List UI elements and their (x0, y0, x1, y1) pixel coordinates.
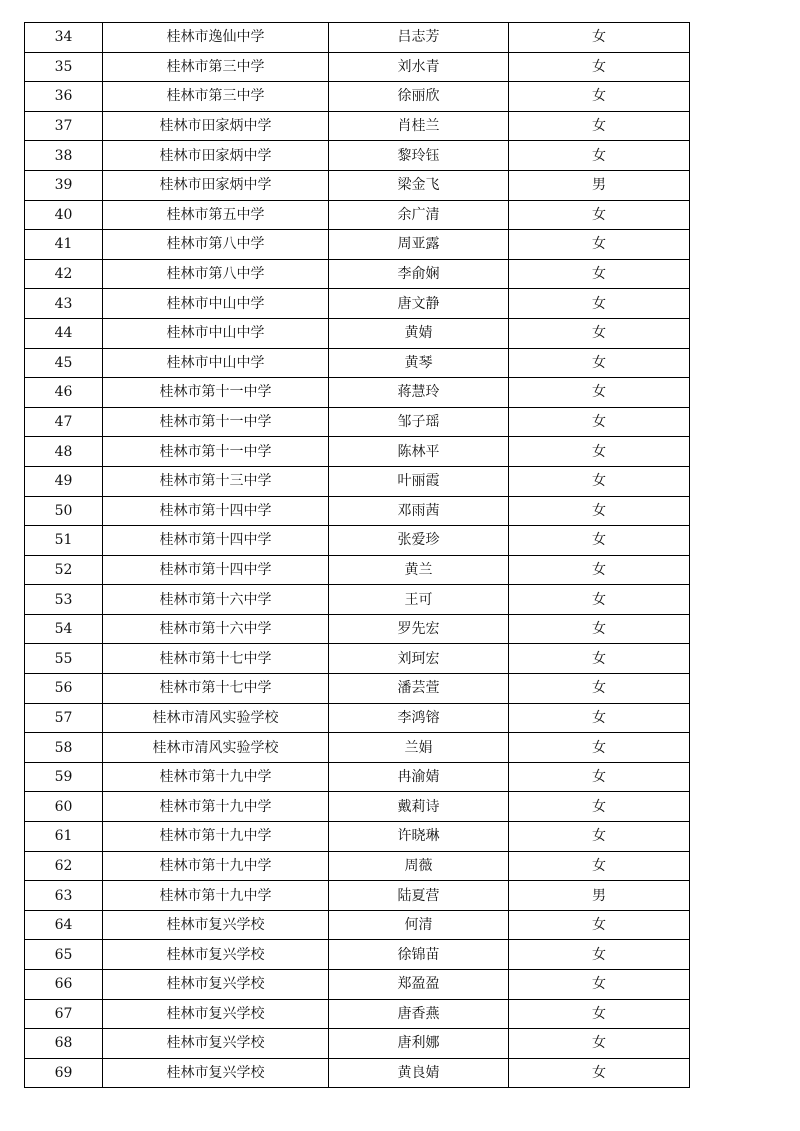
name-cell: 邓雨茜 (329, 496, 509, 526)
school-cell: 桂林市第十四中学 (103, 496, 329, 526)
school-cell: 桂林市第十七中学 (103, 674, 329, 704)
gender-cell: 女 (509, 940, 690, 970)
gender-cell: 女 (509, 407, 690, 437)
table-row (25, 230, 690, 260)
gender-cell: 女 (509, 733, 690, 763)
gender-cell: 女 (509, 555, 690, 585)
row-number-cell: 62 (25, 851, 103, 881)
name-cell: 郑盈盈 (329, 970, 509, 1000)
name-cell: 黄良婧 (329, 1058, 509, 1088)
row-number-cell: 41 (25, 230, 103, 260)
school-cell: 桂林市中山中学 (103, 348, 329, 378)
row-number-cell: 46 (25, 378, 103, 408)
row-number-cell: 65 (25, 940, 103, 970)
name-cell: 蒋慧玲 (329, 378, 509, 408)
school-cell: 桂林市复兴学校 (103, 940, 329, 970)
name-cell: 吕志芳 (329, 23, 509, 53)
school-cell: 桂林市复兴学校 (103, 999, 329, 1029)
gender-cell: 女 (509, 822, 690, 852)
gender-cell: 女 (509, 230, 690, 260)
row-number-cell: 54 (25, 614, 103, 644)
gender-cell: 女 (509, 851, 690, 881)
row-number-cell: 67 (25, 999, 103, 1029)
table-row (25, 999, 690, 1029)
row-number-cell: 66 (25, 970, 103, 1000)
name-cell: 唐利娜 (329, 1029, 509, 1059)
row-number-cell: 58 (25, 733, 103, 763)
gender-cell: 男 (509, 170, 690, 200)
school-cell: 桂林市第十六中学 (103, 585, 329, 615)
school-cell: 桂林市复兴学校 (103, 970, 329, 1000)
gender-cell: 女 (509, 141, 690, 171)
table-row (25, 614, 690, 644)
name-cell: 许晓琳 (329, 822, 509, 852)
gender-cell: 女 (509, 614, 690, 644)
gender-cell: 女 (509, 585, 690, 615)
school-cell: 桂林市第十一中学 (103, 378, 329, 408)
row-number-cell: 50 (25, 496, 103, 526)
table-row (25, 289, 690, 319)
school-cell: 桂林市第十一中学 (103, 437, 329, 467)
gender-cell: 女 (509, 644, 690, 674)
gender-cell: 女 (509, 52, 690, 82)
table-row (25, 733, 690, 763)
gender-cell: 女 (509, 703, 690, 733)
table-row (25, 970, 690, 1000)
table-row (25, 674, 690, 704)
school-cell: 桂林市中山中学 (103, 289, 329, 319)
row-number-cell: 69 (25, 1058, 103, 1088)
name-cell: 黄兰 (329, 555, 509, 585)
school-cell: 桂林市第十四中学 (103, 555, 329, 585)
table-row (25, 703, 690, 733)
school-cell: 桂林市逸仙中学 (103, 23, 329, 53)
table-row (25, 555, 690, 585)
table-row (25, 822, 690, 852)
table-row (25, 466, 690, 496)
name-cell: 邹子瑶 (329, 407, 509, 437)
name-cell: 潘芸萱 (329, 674, 509, 704)
table-row (25, 23, 690, 53)
table-row (25, 496, 690, 526)
name-cell: 王可 (329, 585, 509, 615)
roster-table (24, 22, 690, 1088)
row-number-cell: 35 (25, 52, 103, 82)
row-number-cell: 34 (25, 23, 103, 53)
table-row (25, 52, 690, 82)
school-cell: 桂林市第十九中学 (103, 822, 329, 852)
row-number-cell: 68 (25, 1029, 103, 1059)
row-number-cell: 64 (25, 910, 103, 940)
school-cell: 桂林市清风实验学校 (103, 703, 329, 733)
gender-cell: 男 (509, 881, 690, 911)
table-row (25, 200, 690, 230)
school-cell: 桂林市第三中学 (103, 82, 329, 112)
row-number-cell: 52 (25, 555, 103, 585)
school-cell: 桂林市第十九中学 (103, 792, 329, 822)
name-cell: 黎玲钰 (329, 141, 509, 171)
name-cell: 陆夏营 (329, 881, 509, 911)
table-row (25, 348, 690, 378)
name-cell: 罗先宏 (329, 614, 509, 644)
name-cell: 徐锦苗 (329, 940, 509, 970)
name-cell: 黄琴 (329, 348, 509, 378)
row-number-cell: 60 (25, 792, 103, 822)
school-cell: 桂林市中山中学 (103, 318, 329, 348)
gender-cell: 女 (509, 318, 690, 348)
row-number-cell: 43 (25, 289, 103, 319)
school-cell: 桂林市田家炳中学 (103, 141, 329, 171)
row-number-cell: 51 (25, 526, 103, 556)
school-cell: 桂林市复兴学校 (103, 910, 329, 940)
name-cell: 肖桂兰 (329, 111, 509, 141)
table-row (25, 526, 690, 556)
gender-cell: 女 (509, 82, 690, 112)
row-number-cell: 61 (25, 822, 103, 852)
table-row (25, 82, 690, 112)
table-row (25, 170, 690, 200)
row-number-cell: 63 (25, 881, 103, 911)
gender-cell: 女 (509, 1029, 690, 1059)
gender-cell: 女 (509, 23, 690, 53)
row-number-cell: 42 (25, 259, 103, 289)
gender-cell: 女 (509, 111, 690, 141)
table-row (25, 437, 690, 467)
gender-cell: 女 (509, 674, 690, 704)
table-row (25, 318, 690, 348)
gender-cell: 女 (509, 1058, 690, 1088)
gender-cell: 女 (509, 466, 690, 496)
name-cell: 叶丽霞 (329, 466, 509, 496)
row-number-cell: 53 (25, 585, 103, 615)
table-row (25, 259, 690, 289)
gender-cell: 女 (509, 762, 690, 792)
school-cell: 桂林市第十三中学 (103, 466, 329, 496)
row-number-cell: 47 (25, 407, 103, 437)
name-cell: 刘水青 (329, 52, 509, 82)
school-cell: 桂林市第十六中学 (103, 614, 329, 644)
table-row (25, 141, 690, 171)
gender-cell: 女 (509, 378, 690, 408)
school-cell: 桂林市第八中学 (103, 259, 329, 289)
gender-cell: 女 (509, 970, 690, 1000)
school-cell: 桂林市第十九中学 (103, 881, 329, 911)
name-cell: 何清 (329, 910, 509, 940)
row-number-cell: 38 (25, 141, 103, 171)
row-number-cell: 37 (25, 111, 103, 141)
table-row (25, 1058, 690, 1088)
name-cell: 冉渝婧 (329, 762, 509, 792)
table-row (25, 881, 690, 911)
row-number-cell: 56 (25, 674, 103, 704)
name-cell: 徐丽欣 (329, 82, 509, 112)
row-number-cell: 36 (25, 82, 103, 112)
row-number-cell: 55 (25, 644, 103, 674)
table-row (25, 378, 690, 408)
name-cell: 李鸿镕 (329, 703, 509, 733)
table-row (25, 1029, 690, 1059)
school-cell: 桂林市清风实验学校 (103, 733, 329, 763)
gender-cell: 女 (509, 526, 690, 556)
school-cell: 桂林市第十九中学 (103, 762, 329, 792)
name-cell: 刘珂宏 (329, 644, 509, 674)
table-row (25, 851, 690, 881)
roster-table-body (25, 23, 690, 1088)
school-cell: 桂林市第十四中学 (103, 526, 329, 556)
table-row (25, 792, 690, 822)
row-number-cell: 39 (25, 170, 103, 200)
row-number-cell: 49 (25, 466, 103, 496)
gender-cell: 女 (509, 496, 690, 526)
gender-cell: 女 (509, 910, 690, 940)
name-cell: 唐香燕 (329, 999, 509, 1029)
table-row (25, 940, 690, 970)
name-cell: 张爱珍 (329, 526, 509, 556)
name-cell: 梁金飞 (329, 170, 509, 200)
school-cell: 桂林市第五中学 (103, 200, 329, 230)
school-cell: 桂林市第三中学 (103, 52, 329, 82)
school-cell: 桂林市第十七中学 (103, 644, 329, 674)
name-cell: 兰娟 (329, 733, 509, 763)
gender-cell: 女 (509, 792, 690, 822)
name-cell: 周薇 (329, 851, 509, 881)
name-cell: 周亚露 (329, 230, 509, 260)
row-number-cell: 40 (25, 200, 103, 230)
table-row (25, 111, 690, 141)
name-cell: 戴莉诗 (329, 792, 509, 822)
table-row (25, 585, 690, 615)
school-cell: 桂林市田家炳中学 (103, 111, 329, 141)
school-cell: 桂林市复兴学校 (103, 1058, 329, 1088)
school-cell: 桂林市第十一中学 (103, 407, 329, 437)
table-row (25, 407, 690, 437)
gender-cell: 女 (509, 348, 690, 378)
school-cell: 桂林市复兴学校 (103, 1029, 329, 1059)
gender-cell: 女 (509, 289, 690, 319)
gender-cell: 女 (509, 259, 690, 289)
table-row (25, 910, 690, 940)
table-row (25, 762, 690, 792)
row-number-cell: 59 (25, 762, 103, 792)
gender-cell: 女 (509, 437, 690, 467)
name-cell: 余广清 (329, 200, 509, 230)
row-number-cell: 44 (25, 318, 103, 348)
row-number-cell: 48 (25, 437, 103, 467)
row-number-cell: 45 (25, 348, 103, 378)
table-row (25, 644, 690, 674)
school-cell: 桂林市田家炳中学 (103, 170, 329, 200)
gender-cell: 女 (509, 999, 690, 1029)
row-number-cell: 57 (25, 703, 103, 733)
name-cell: 唐文静 (329, 289, 509, 319)
school-cell: 桂林市第八中学 (103, 230, 329, 260)
school-cell: 桂林市第十九中学 (103, 851, 329, 881)
gender-cell: 女 (509, 200, 690, 230)
name-cell: 黄婧 (329, 318, 509, 348)
name-cell: 李俞娴 (329, 259, 509, 289)
name-cell: 陈林平 (329, 437, 509, 467)
